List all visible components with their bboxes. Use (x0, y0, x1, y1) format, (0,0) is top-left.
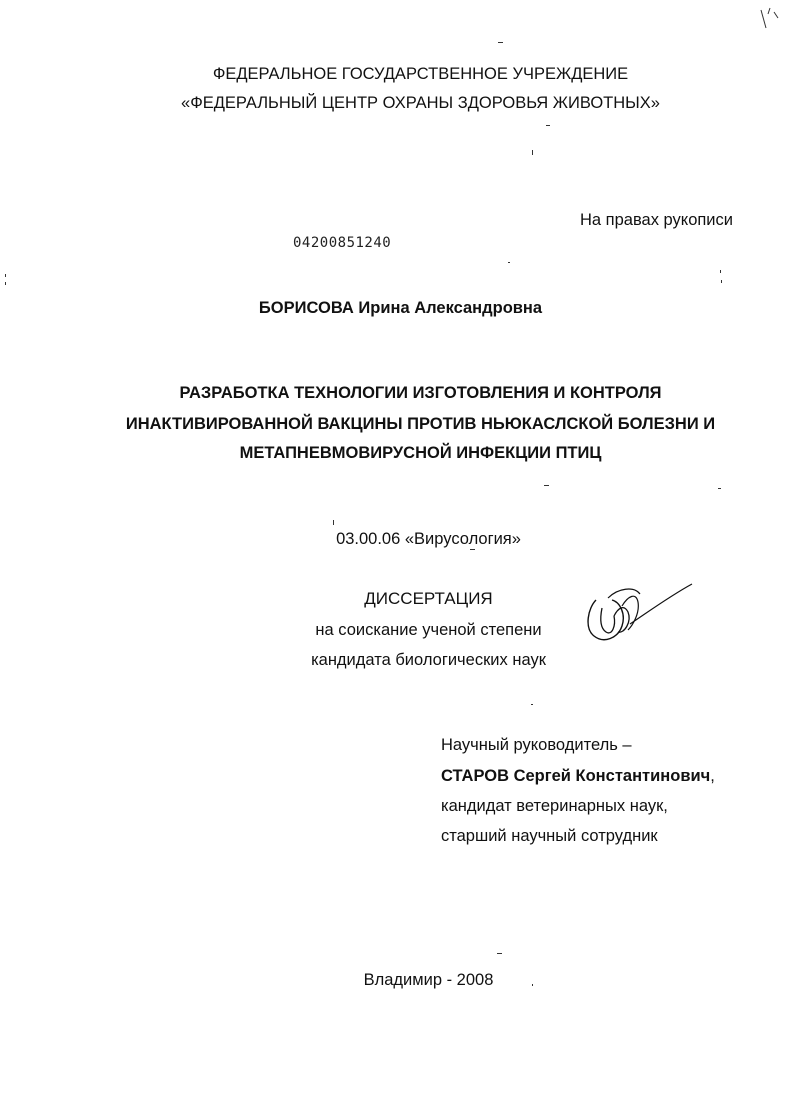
scan-speck (544, 485, 549, 486)
supervisor-name: СТАРОВ Сергей Константинович (441, 767, 711, 785)
degree-line-1: на соискание ученой степени (315, 621, 542, 639)
scan-speck (546, 125, 550, 126)
specialty-code: 03.00.06 «Вирусология» (336, 530, 521, 548)
scan-speck (532, 150, 533, 155)
supervisor-label: Научный руководитель – (441, 736, 632, 754)
manuscript-note: На правах рукописи (580, 211, 733, 229)
scan-speck (333, 520, 334, 525)
supervisor-degree: кандидат ветеринарных наук, (441, 797, 668, 815)
scan-speck (497, 953, 502, 954)
author-name: БОРИСОВА Ирина Александровна (258, 299, 543, 317)
supervisor-name-comma: , (710, 767, 715, 785)
scan-speck (470, 549, 475, 550)
scan-speck (5, 282, 6, 285)
document-number: 04200851240 (293, 235, 392, 251)
title-line-2: ИНАКТИВИРОВАННОЙ ВАКЦИНЫ ПРОТИВ НЬЮКАСЛСКОЙ БОЛЕЗНИ И (125, 415, 716, 433)
supervisor-position: старший научный сотрудник (441, 827, 658, 845)
scan-speck (720, 270, 721, 273)
scan-speck (498, 42, 503, 43)
scan-speck (532, 984, 533, 986)
dissertation-heading: ДИССЕРТАЦИЯ (364, 589, 493, 608)
supervisor-name-line (441, 766, 715, 786)
institution-line-2: «ФЕДЕРАЛЬНЫЙ ЦЕНТР ОХРАНЫ ЗДОРОВЬЯ ЖИВОТНЫХ» (181, 94, 660, 112)
scan-speck (531, 704, 533, 705)
scan-speck (721, 280, 722, 283)
title-line-1: РАЗРАБОТКА ТЕХНОЛОГИИ ИЗГОТОВЛЕНИЯ И КОНТРОЛЯ (179, 384, 662, 402)
scan-speck (508, 262, 510, 263)
scan-speck (718, 488, 721, 489)
scan-speck (5, 274, 6, 277)
title-line-3: МЕТАПНЕВМОВИРУСНОЙ ИНФЕКЦИИ ПТИЦ (239, 444, 602, 462)
degree-line-2: кандидата биологических наук (311, 651, 546, 669)
handwritten-signature (578, 578, 698, 648)
city-year: Владимир - 2008 (363, 971, 494, 989)
scan-corner-mark (758, 4, 782, 32)
institution-line-1: ФЕДЕРАЛЬНОЕ ГОСУДАРСТВЕННОЕ УЧРЕЖДЕНИЕ (212, 65, 629, 83)
